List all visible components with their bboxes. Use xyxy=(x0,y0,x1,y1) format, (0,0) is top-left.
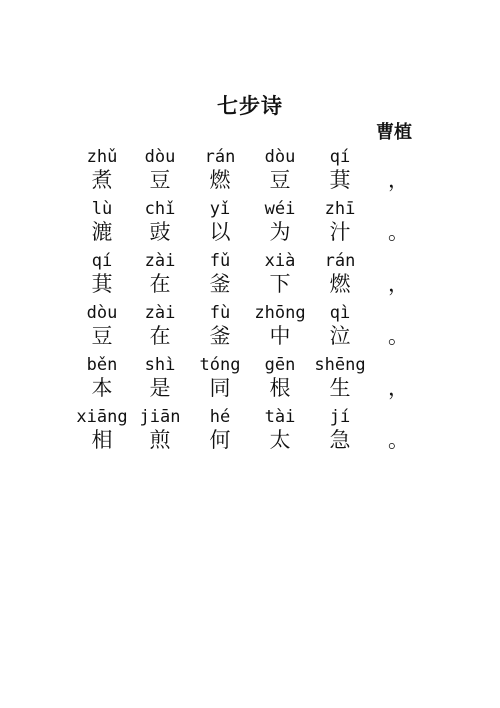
hanzi: 以 xyxy=(209,220,231,244)
poem-line xyxy=(0,354,500,406)
hanzi: 在 xyxy=(149,324,171,348)
line-punctuation: 。 xyxy=(388,220,409,244)
hanzi: 豆 xyxy=(149,168,171,192)
poem-char xyxy=(300,302,380,348)
line-punctuation: ， xyxy=(388,168,409,192)
hanzi: 漉 xyxy=(91,220,113,244)
pinyin: qì xyxy=(329,303,351,323)
poem-char xyxy=(300,198,380,244)
pinyin: dòu xyxy=(86,303,118,323)
poem-author: 曹植 xyxy=(376,122,412,143)
poem-line xyxy=(0,302,500,354)
pinyin: hé xyxy=(209,407,231,427)
hanzi: 是 xyxy=(149,376,171,400)
pinyin: wéi xyxy=(264,199,296,219)
line-punctuation: 。 xyxy=(388,324,409,348)
poem-char xyxy=(300,250,380,296)
pinyin: jí xyxy=(329,407,351,427)
hanzi: 生 xyxy=(329,376,351,400)
poem-char xyxy=(300,146,380,192)
poem-title: 七步诗 xyxy=(217,93,283,118)
pinyin: lù xyxy=(91,199,113,219)
hanzi: 何 xyxy=(209,428,231,452)
pinyin: rán xyxy=(324,251,356,271)
poem-line xyxy=(0,198,500,250)
pinyin: xiāng xyxy=(76,407,128,427)
line-punctuation: ， xyxy=(388,376,409,400)
poem-line xyxy=(0,250,500,302)
hanzi: 豆 xyxy=(91,324,113,348)
pinyin: gēn xyxy=(264,355,296,375)
hanzi: 太 xyxy=(269,428,291,452)
hanzi: 为 xyxy=(269,220,291,244)
hanzi: 豉 xyxy=(149,220,171,244)
hanzi: 燃 xyxy=(329,272,351,296)
poem-line xyxy=(0,406,500,458)
hanzi: 萁 xyxy=(91,272,113,296)
pinyin: dòu xyxy=(144,147,176,167)
hanzi: 煮 xyxy=(91,168,113,192)
pinyin: zhōng xyxy=(254,303,306,323)
hanzi: 相 xyxy=(91,428,113,452)
hanzi: 中 xyxy=(269,324,291,348)
poem-line xyxy=(0,146,500,198)
pinyin: rán xyxy=(204,147,236,167)
hanzi: 釜 xyxy=(209,324,231,348)
pinyin: běn xyxy=(86,355,118,375)
line-punctuation: ， xyxy=(388,272,409,296)
pinyin: zài xyxy=(144,303,176,323)
hanzi: 燃 xyxy=(209,168,231,192)
hanzi: 煎 xyxy=(149,428,171,452)
hanzi: 在 xyxy=(149,272,171,296)
hanzi: 萁 xyxy=(329,168,351,192)
pinyin: shēng xyxy=(314,355,366,375)
hanzi: 根 xyxy=(269,376,291,400)
pinyin: qí xyxy=(329,147,351,167)
hanzi: 急 xyxy=(329,428,351,452)
poem-body xyxy=(0,146,500,458)
pinyin: yǐ xyxy=(209,199,231,219)
pinyin: zhǔ xyxy=(86,147,118,167)
hanzi: 釜 xyxy=(209,272,231,296)
pinyin: zài xyxy=(144,251,176,271)
pinyin: xià xyxy=(264,251,296,271)
hanzi: 泣 xyxy=(329,324,351,348)
poem-char xyxy=(300,354,380,400)
pinyin: tóng xyxy=(199,355,241,375)
pinyin: fù xyxy=(209,303,231,323)
hanzi: 豆 xyxy=(269,168,291,192)
poem-char xyxy=(300,406,380,452)
line-punctuation: 。 xyxy=(388,428,409,452)
pinyin: dòu xyxy=(264,147,296,167)
hanzi: 下 xyxy=(269,272,291,296)
hanzi: 同 xyxy=(209,376,231,400)
hanzi: 本 xyxy=(91,376,113,400)
pinyin: fǔ xyxy=(209,251,231,271)
hanzi: 汁 xyxy=(329,220,351,244)
pinyin: qí xyxy=(91,251,113,271)
pinyin: chǐ xyxy=(144,199,176,219)
pinyin: zhī xyxy=(324,199,356,219)
pinyin: tài xyxy=(264,407,296,427)
pinyin: shì xyxy=(144,355,176,375)
pinyin: jiān xyxy=(139,407,181,427)
